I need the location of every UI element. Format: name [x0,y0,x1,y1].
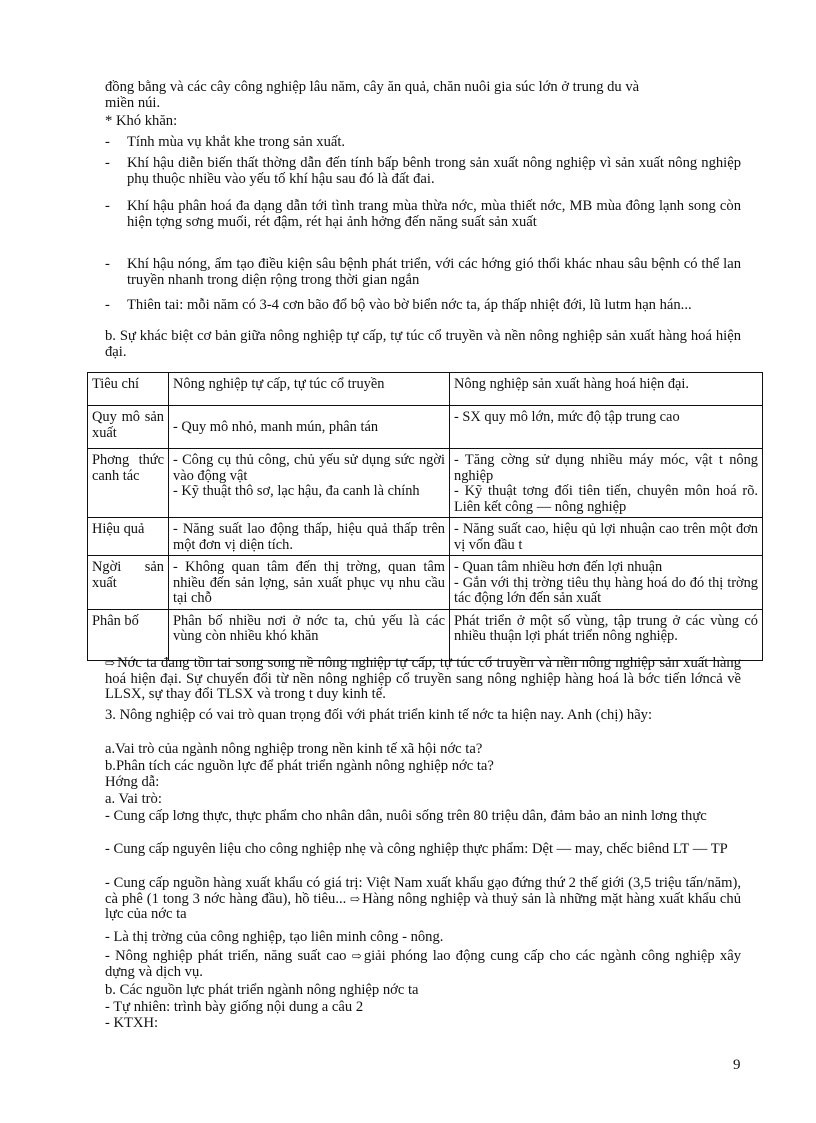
table-cell-modern: - Quan tâm nhiều hơn đến lợi nhuận - Gắn với thị trờng tiêu thụ hàng hoá do đó thị trờng tác động lớn đến sản xuất [450,556,763,610]
role-item: - Cung cấp nguyên liệu cho công nghiệp nhẹ và công nghiệp thực phẩm: Dệt — may, chếc biênd LT — TP [105,841,728,857]
question-3b: b.Phân tích các nguồn lực để phát triển ngành nông nghiệp nớc ta? [105,758,494,774]
table-header-cell: Nông nghiệp sản xuất hàng hoá hiện đại. [450,373,763,406]
table-cell-modern: Phát triển ở một số vùng, tập trung ở các vùng có nhiều thuận lợi phát triển nông nghiệp. [450,609,763,660]
role-item: - Cung cấp lơng thực, thực phẩm cho nhân dân, nuôi sống trên 80 triệu dân, đảm bảo an ninh lơng thực [105,808,707,824]
resources-heading: b. Các nguồn lực phát triển ngành nông nghiệp nớc ta [105,982,419,998]
section-b-title: b. Sự khác biệt cơ bản giữa nông nghiệp tự cấp, tự túc cổ truyền và nền nông nghiệp sản xuất hàng hoá hiện đại. [105,328,741,360]
bullet-dash: - [105,198,110,214]
table-row [88,556,763,610]
table-header-cell: Nông nghiệp tự cấp, tự túc cổ truyền [169,373,450,406]
roles-heading: a. Vai trò: [105,791,162,807]
conclusion-paragraph [105,656,741,703]
table-cell-traditional: - Không quan tâm đến thị trờng, quan tâm nhiều đến sản lợng, sản xuất phục vụ nhu cầu tại chỗ [169,556,450,610]
difficulty-text: Khí hậu diễn biến thất thờng dẫn đến tính bấp bênh trong sản xuất nông nghiệp vì sản xuất nông nghiệp phụ thuộc nhiều vào yếu tố khí hậu sau đó là đất đai. [127,155,741,187]
table-cell-criterion: Phơng thức canh tác [88,449,169,518]
role-item [105,876,741,923]
difficulty-text: Tính mùa vụ khắt khe trong sản xuất. [127,134,346,150]
table-cell-traditional: - Công cụ thủ công, chủ yếu sử dụng sức ngời vào động vật - Kỹ thuật thô sơ, lạc hậu, đa canh là chính [169,449,450,518]
table-row [88,406,763,449]
bullet-dash: - [105,155,110,171]
intro-line-1: đồng bằng và các cây công nghiệp lâu năm, cây ăn quả, chăn nuôi gia súc lớn ở trung du và [105,79,640,95]
question-3: 3. Nông nghiệp có vai trò quan trọng đối với phát triển kinh tế nớc ta hiện nay. Anh (chị) hãy: [105,707,653,723]
table-cell-modern: - Tăng cờng sử dụng nhiều máy móc, vật t nông nghiệp - Kỹ thuật tơng đối tiên tiến, chuyên môn hoá rõ. Liên kết công — nông nghiệp [450,449,763,518]
arrow-right-icon: ⇨ [105,656,116,670]
bullet-dash: - [105,134,110,150]
difficulty-text: Khí hậu phân hoá đa dạng dẫn tới tình trang mùa thừa nớc, mùa thiết nớc, MB mùa đông lạnh song còn hiện tợng sơng muối, rét đậm, rét hại ảnh hởng đến năng suất sản xuất [127,198,741,230]
table-header-cell: Tiêu chí [88,373,169,406]
table-cell-modern: - Năng suất cao, hiệu qủ lợi nhuận cao trên một đơn vị vốn đầu t [450,518,763,556]
table-cell-traditional: - Quy mô nhỏ, manh mún, phân tán [169,406,450,449]
role-text: - Cung cấp nguồn hàng xuất khẩu có giá trị: Việt Nam xuất khẩu gạo đứng thứ 2 thế giới (3,5 triệu tấn/năm), cà phê (1 tong 3 nớc hàng đầu), hồ tiêu... [105,875,741,907]
table-cell-modern: - SX quy mô lớn, mức độ tập trung cao [450,406,763,449]
bullet-dash: - [105,297,110,313]
table-cell-criterion: Ngời sản xuất [88,556,169,610]
bullet-dash: - [105,256,110,272]
arrow-right-icon: ⇨ [351,949,362,963]
role-text: - Nông nghiệp phát triển, năng suất cao [105,948,347,964]
table-cell-criterion: Quy mô sản xuất [88,406,169,449]
difficulty-text: Khí hậu nóng, ẩm tạo điều kiện sâu bệnh phát triển, với các hớng gió thổi khác nhau sâu bệnh có thể lan truyền nhanh trong diện rộng trong thời gian ngắn [127,256,741,288]
conclusion-text: Nớc ta đang tồn tai song song nề nông nghiệp tự cấp, tự túc cổ truyền và nền nông nghiệp sản xuất hàng hoá hiện đại. Sự chuyển đổi từ nền nông nghiệp cổ truyền sang nông nghiệp hàng hoá là bớc tiến lớncả về LLSX, sự thay đổi TLSX và trong t duy kinh tế. [105,655,741,702]
table-cell-criterion: Hiệu quả [88,518,169,556]
table-row [88,609,763,660]
difficulties-heading: * Khó khăn: [105,113,178,129]
comparison-table [87,372,763,661]
resource-socioeconomic: - KTXH: [105,1015,159,1031]
role-item [105,949,741,980]
role-text: giải phóng lao động cung cấp cho các ngành công nghiệp xây dựng và dịch vụ. [105,948,741,980]
role-item: - Là thị trờng của công nghiệp, tạo liên minh công - nông. [105,929,444,945]
table-cell-traditional: - Năng suất lao động thấp, hiệu quả thấp trên một đơn vị diện tích. [169,518,450,556]
guide-heading: Hớng dẫ: [105,774,160,790]
question-3a: a.Vai trò của ngành nông nghiệp trong nền kinh tế xã hội nớc ta? [105,741,483,757]
intro-line-2: miền núi. [105,95,161,111]
table-row [88,449,763,518]
difficulty-text: Thiên tai: mỗi năm có 3-4 cơn bão đổ bộ vào bờ biển nớc ta, áp thấp nhiệt đới, lũ lutm hạn hán... [127,297,692,313]
role-text: Hàng nông nghiệp và thuỷ sản là những mặt hàng xuất khẩu chủ lực của nớc ta [105,890,741,922]
table-header-row [88,373,763,406]
resource-natural: - Tự nhiên: trình bày giống nội dung a câu 2 [105,999,364,1015]
arrow-right-icon: ⇨ [350,891,361,906]
table-cell-traditional: Phân bố nhiều nơi ở nớc ta, chủ yếu là các vùng còn nhiều khó khăn [169,609,450,660]
page-number: 9 [733,1057,741,1073]
table-cell-criterion: Phân bố [88,609,169,660]
table-row [88,518,763,556]
